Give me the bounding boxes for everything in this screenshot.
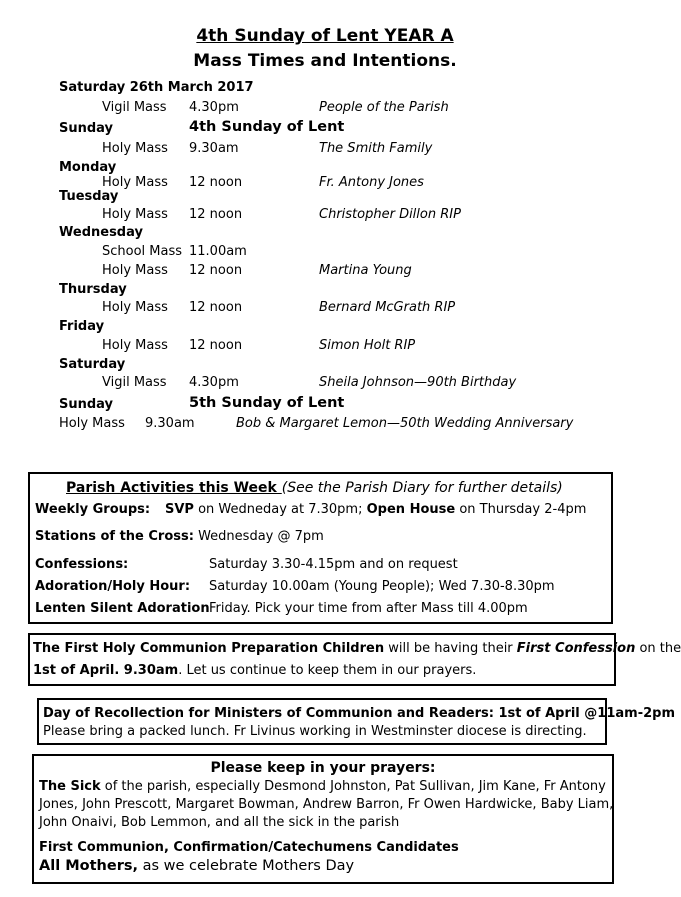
first-confession: First Confession xyxy=(516,641,636,656)
day-heading: Monday xyxy=(59,160,117,175)
svp-text: on Wedneday at 7.30pm; xyxy=(193,502,367,517)
mass-type: Holy Mass xyxy=(102,338,168,353)
day-heading: Tuesday xyxy=(59,189,119,204)
svp-label: SVP xyxy=(165,502,194,517)
stations-text: Wednesday @ 7pm xyxy=(193,529,324,544)
sick-list-line: John Onaivi, Bob Lemmon, and all the sick in the parish xyxy=(39,815,400,830)
mass-type: Holy Mass xyxy=(59,416,125,431)
mass-intention: Sheila Johnson—90th Birthday xyxy=(319,375,517,390)
prayers-heading: Please keep in your prayers: xyxy=(210,760,436,776)
mass-time: 4.30pm xyxy=(189,100,239,115)
mass-time: 11.00am xyxy=(189,244,247,259)
mass-time: 12 noon xyxy=(189,263,243,278)
recollection-text: Please bring a packed lunch. Fr Livinus working in Westminster diocese is directing. xyxy=(43,724,587,739)
mass-intention: Simon Holt RIP xyxy=(319,338,416,353)
mass-time: 12 noon xyxy=(189,338,243,353)
activities-heading-title: Parish Activities this Week xyxy=(66,480,282,496)
day-heading: Saturday 26th March 2017 xyxy=(59,80,254,95)
stations-label: Stations of the Cross: xyxy=(35,529,194,544)
weekly-groups-value xyxy=(165,502,586,517)
sunday-title: 5th Sunday of Lent xyxy=(189,395,345,411)
communion-children: The First Holy Communion Preparation Children xyxy=(33,641,385,656)
mass-type: Holy Mass xyxy=(102,207,168,222)
mothers-line xyxy=(39,858,354,874)
sick-text: of the parish, especially Desmond Johnston, Pat Sullivan, Jim Kane, Fr Antony xyxy=(100,779,606,794)
mass-intention: The Smith Family xyxy=(319,141,433,156)
mass-intention: Fr. Antony Jones xyxy=(319,175,424,190)
candidates-line: First Communion, Confirmation/Catechumens Candidates xyxy=(39,840,459,855)
confessions-label: Confessions: xyxy=(35,557,129,572)
sick-list-line: Jones, John Prescott, Margaret Bowman, Andrew Barron, Fr Owen Hardwicke, Baby Liam, xyxy=(39,797,614,812)
recollection-title: Day of Recollection for Ministers of Communion and Readers: 1st of April @11am-2pm xyxy=(43,706,675,721)
mass-type: Holy Mass xyxy=(102,175,168,190)
weekly-groups-row xyxy=(35,502,150,517)
weekly-groups-label: Weekly Groups: xyxy=(35,502,151,517)
day-heading: Wednesday xyxy=(59,225,143,240)
adoration-text: Saturday 10.00am (Young People); Wed 7.30-8.30pm xyxy=(209,579,555,594)
sunday-title: 4th Sunday of Lent xyxy=(189,119,345,135)
mass-intention: Christopher Dillon RIP xyxy=(319,207,461,222)
activities-heading xyxy=(66,480,563,496)
communion-date: 1st of April. 9.30am xyxy=(33,663,179,678)
open-house-text: on Thursday 2-4pm xyxy=(455,502,587,517)
day-heading: Sunday xyxy=(59,397,114,412)
page-title: 4th Sunday of Lent YEAR A xyxy=(196,26,454,46)
adoration-label: Adoration/Holy Hour: xyxy=(35,579,191,594)
open-house-label: Open House xyxy=(366,502,456,517)
mass-time: 9.30am xyxy=(189,141,239,156)
mass-time: 9.30am xyxy=(145,416,195,431)
mass-intention: Bernard McGrath RIP xyxy=(319,300,456,315)
mass-type: Holy Mass xyxy=(102,141,168,156)
day-heading: Thursday xyxy=(59,282,127,297)
communion-text: will be having their xyxy=(384,641,517,656)
communion-notice-line1 xyxy=(33,641,681,656)
mass-time: 12 noon xyxy=(189,207,243,222)
sick-label: The Sick xyxy=(39,779,101,794)
stations-row xyxy=(35,529,324,544)
communion-notice-line2 xyxy=(33,663,476,678)
page-subtitle: Mass Times and Intentions. xyxy=(193,51,457,71)
mass-type: School Mass xyxy=(102,244,183,259)
mass-time: 12 noon xyxy=(189,175,243,190)
mass-time: 4.30pm xyxy=(189,375,239,390)
confessions-text: Saturday 3.30-4.15pm and on request xyxy=(209,557,458,572)
sick-list-line xyxy=(39,779,606,794)
activities-heading-note: (See the Parish Diary for further details) xyxy=(281,480,563,496)
mass-type: Holy Mass xyxy=(102,300,168,315)
silent-adoration-text: Friday. Pick your time from after Mass till 4.00pm xyxy=(209,601,528,616)
mothers-label: All Mothers, xyxy=(39,858,138,874)
mass-type: Vigil Mass xyxy=(102,100,167,115)
silent-adoration-label: Lenten Silent Adoration xyxy=(35,601,210,616)
mass-intention: Bob & Margaret Lemon—50th Wedding Anniversary xyxy=(236,416,574,431)
mass-intention: Martina Young xyxy=(319,263,412,278)
mass-type: Holy Mass xyxy=(102,263,168,278)
day-heading: Sunday xyxy=(59,121,114,136)
mass-intention: People of the Parish xyxy=(319,100,449,115)
communion-text: . Let us continue to keep them in our prayers. xyxy=(178,663,477,678)
communion-text: on the xyxy=(635,641,681,656)
mass-type: Vigil Mass xyxy=(102,375,167,390)
mass-time: 12 noon xyxy=(189,300,243,315)
mothers-text: as we celebrate Mothers Day xyxy=(137,858,355,874)
day-heading: Friday xyxy=(59,319,105,334)
day-heading: Saturday xyxy=(59,357,126,372)
